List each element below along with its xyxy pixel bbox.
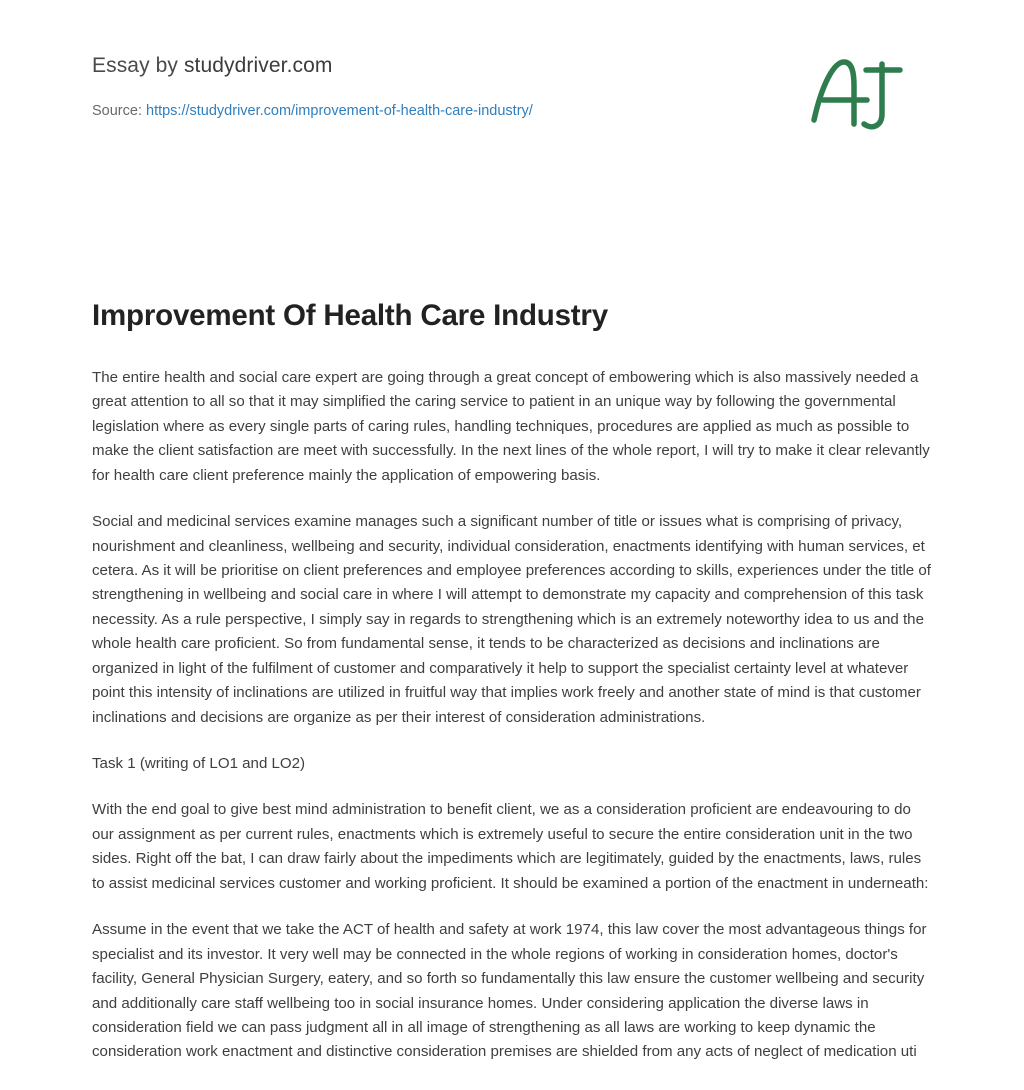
page-title: Improvement Of Health Care Industry — [92, 299, 608, 332]
document-header — [92, 0, 932, 170]
task-heading: Task 1 (writing of LO1 and LO2) — [92, 755, 306, 772]
paragraph: Social and medicinal services examine manages such a significant number of title or issues what is comprising of privacy, nourishment and cleanliness, wellbeing and security, individual consideration, enactments identifying with human services, et cetera. As it will be prioritise on client preferences and employee preferences according to skills, experiences under the title of strengthening in wellbeing and social care in where I will attempt to demonstrate my capacity and comprehension of this task necessity. As a rule perspective, I simply say in regards to strengthening which is an extremely noteworthy idea to us and the whole health care proficient. So from fundamental sense, it tends to be characterized as decisions and inclinations are organized in light of the fulfilment of customer and comparatively it help to support the specialist certainty level at whatever point this intensity of inclinations are utilized in fruitful way that implies work freely and another state of mind is that customer inclinations and decisions are organize as per their interest of consideration administrations. — [92, 513, 931, 726]
paragraph: The entire health and social care expert are going through a great concept of embowering which is also massively needed a great attention to all so that it may simplified the caring service to patient in an unique way by following the governmental legislation where as every single parts of caring rules, handling techniques, procedures are applied as much as possible to make the client satisfaction are meet with successfully. In the next lines of the whole report, I will try to make it clear relevantly for health care client preference mainly the application of empowering basis. — [92, 368, 930, 484]
brand-name: studydriver.com — [183, 54, 333, 77]
article-body — [92, 335, 932, 1065]
paragraph: Assume in the event that we take the ACT of health and safety at work 1974, this law cover the most advantageous things for specialist and its investor. It very well may be connected in the whole regions of working in consideration homes, doctor's facility, General Physician Surgery, eatery, and so forth so fundamentally this law ensure the customer wellbeing and security and additionally care staff wellbeing too in social insurance homes. Under considering application the diverse laws in consideration field we can pass judgment all in all image of strengthening as all laws are working to keep dynamic the consideration work enactment and distinctive consideration premises are shielded from any acts of neglect of medication uti — [92, 921, 927, 1061]
source-url-link[interactable]: https://studydriver.com/improvement-of-health-care-industry/ — [146, 103, 533, 120]
essay-by-prefix: Essay by — [92, 54, 184, 77]
paragraph: With the end goal to give best mind administration to benefit client, we as a consideration proficient are endeavouring to do our assignment as per current rules, enactments which is extremely useful to secure the entire consideration unit in the two sides. Right off the bat, I can draw fairly about the impediments which are legitimately, guided by the enactments, laws, rules to assist medicinal services customer and working proficient. It should be examined a portion of the enactment in underneath: — [92, 801, 929, 892]
studydriver-logo-icon — [804, 48, 914, 138]
source-label: Source: — [92, 103, 146, 120]
